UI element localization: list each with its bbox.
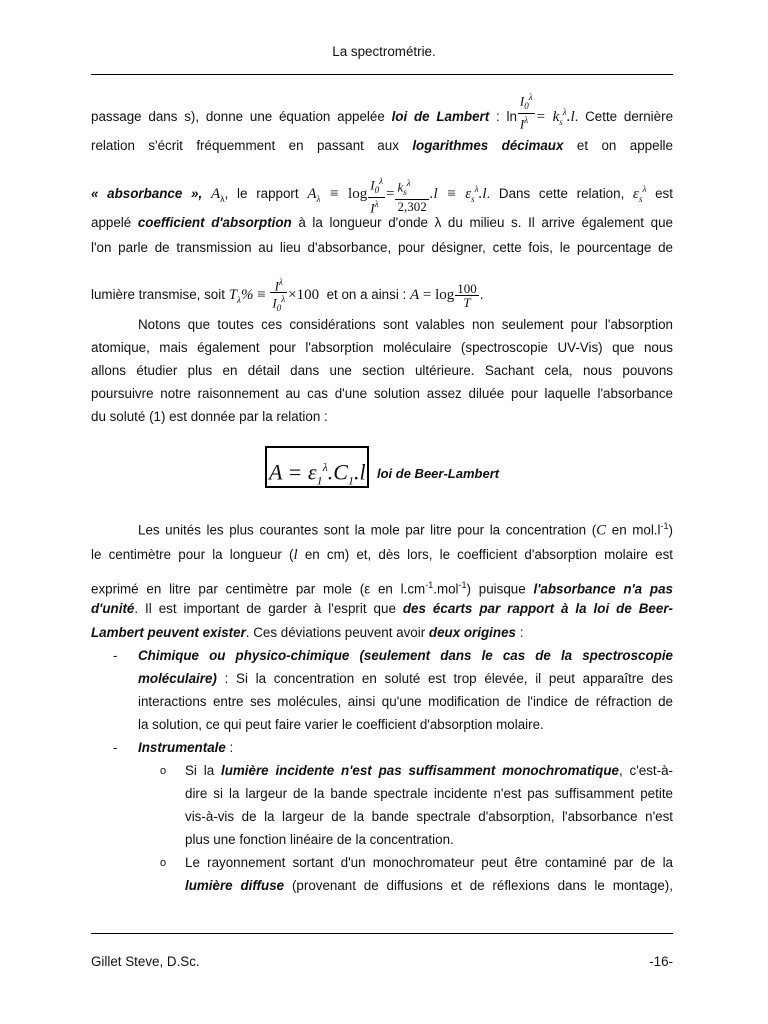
paragraph-line: atomique, mais également pour l'absorption moléculaire (spectroscopie UV-Vis) que nous [91, 340, 673, 355]
sub-bullet-line: vis-à-vis de la largeur de la bande spectrale d'absorption, l'absorbance n'est [185, 809, 673, 824]
sub-bullet-line: Si la lumière incidente n'est pas suffisamment monochromatique, c'est-à- [185, 763, 673, 778]
bullet-line: Instrumentale : [138, 740, 234, 755]
sub-bullet-marker: o [160, 765, 167, 777]
paragraph-line: Lambert peuvent exister. Ces déviations peuvent avoir deux origines : [91, 625, 524, 640]
sub-bullet-line: lumière diffuse (provenant de diffusions et de réflexions dans le montage), [185, 878, 673, 893]
text-line: appelé coefficient d'absorption à la longueur d'onde λ du milieu s. Il arrive également que [91, 215, 673, 230]
paragraph-line: le centimètre pour la longueur (l en cm) et, dès lors, le coefficient d'absorption molaire est [91, 547, 673, 563]
sub-bullet-line: Le rayonnement sortant d'un monochromateur peut être contaminé par de la [185, 855, 673, 870]
text-line: « absorbance », $A_\lambda$, le rapport $A_\lambda \equiv \log$ $\frac{I_0^\lambda}{I^\lambda}$ = $\frac{k_s^\lambda}{2,302}$ $.l \equiv \varepsilon_s^\lambda.l$. Dans cette relation, $\varepsilon_s^\lambda$ est [91, 176, 673, 216]
beer-lambert-formula: $A = \varepsilon_1^\lambda.C_1.l$ [265, 446, 369, 488]
bullet-line: interactions entre ses molécules, ainsi qu'une modification de l'indice de réfraction de [138, 694, 673, 709]
bullet-dash: - [113, 648, 118, 663]
paragraph-line: du soluté (1) est donnée par la relation : [91, 409, 328, 424]
bullet-dash: - [113, 740, 118, 755]
sub-bullet-line: dire si la largeur de la bande spectrale incidente n'est pas suffisamment petite [185, 786, 673, 801]
sub-bullet-line: plus une fonction linéaire de la concentration. [185, 832, 454, 847]
paragraph-line: poursuivre notre raisonnement au cas d'une solution assez diluée pour laquelle l'absorbance [91, 386, 673, 401]
absorbance-fraction-1: $\frac{I_0^\lambda}{I^\lambda}$ [370, 176, 383, 216]
lambert-fraction: $\frac{I_0^\lambda}{I^\lambda}$ [519, 91, 533, 132]
paragraph-line: Notons que toutes ces considérations sont valables non seulement pour l'absorption [138, 317, 673, 332]
sub-bullet-marker: o [160, 857, 167, 869]
page-header: La spectrométrie. [332, 44, 436, 59]
formula-label: loi de Beer-Lambert [377, 466, 500, 481]
paragraph-line: Les unités les plus courantes sont la mole par litre pour la concentration (C en $mol.l^{-1}$) [138, 521, 673, 539]
log-fraction: $\frac{100}{T}$ [457, 281, 477, 311]
page-number: -16- [649, 954, 673, 969]
paragraph-line: allons étudier plus en détail dans une section ultérieure. Sachant cela, nous pouvons [91, 363, 673, 378]
text-line: passage dans s), donne une équation appelée loi de Lambert : ln $\frac{I_0^\lambda}{I^\lambda}$ = $k_s^\lambda.l$. Cette dernière [91, 91, 674, 132]
text-line: lumière transmise, soit $T_\lambda\%$ ≡ $\frac{I^\lambda}{I_0^\lambda}$ ×100 et on a ainsi : A = log $\frac{100}{T}$ . [91, 277, 484, 314]
footer-author: Gillet Steve, D.Sc. [91, 954, 200, 969]
paragraph-line: exprimé en litre par centimètre par mole (ε en $l.cm^{-1}.mol^{-1}$) puisque l'absorbance n'a pas [91, 580, 673, 597]
bullet-line: moléculaire) : Si la concentration en soluté est trop élevée, il peut apparaître des [138, 671, 673, 686]
paragraph-line: d'unité. Il est important de garder à l'esprit que des écarts par rapport à la loi de Beer- [91, 601, 673, 616]
text-line: relation s'écrit fréquemment en passant aux logarithmes décimaux et on appelle [91, 138, 673, 153]
bullet-line: la solution, ce qui peut faire varier le coefficient d'absorption molaire. [138, 717, 544, 732]
transmission-fraction: $\frac{I^\lambda}{I_0^\lambda}$ [272, 277, 286, 314]
header-rule [91, 74, 673, 75]
absorbance-fraction-2: $\frac{k_s^\lambda}{2,302}$ [397, 177, 427, 214]
bullet-line: Chimique ou physico-chimique (seulement dans le cas de la spectroscopie [138, 648, 673, 663]
footer-rule [91, 933, 673, 934]
text-line: l'on parle de transmission au lieu d'absorbance, pour désigner, cette fois, le pourcentage de [91, 240, 673, 255]
